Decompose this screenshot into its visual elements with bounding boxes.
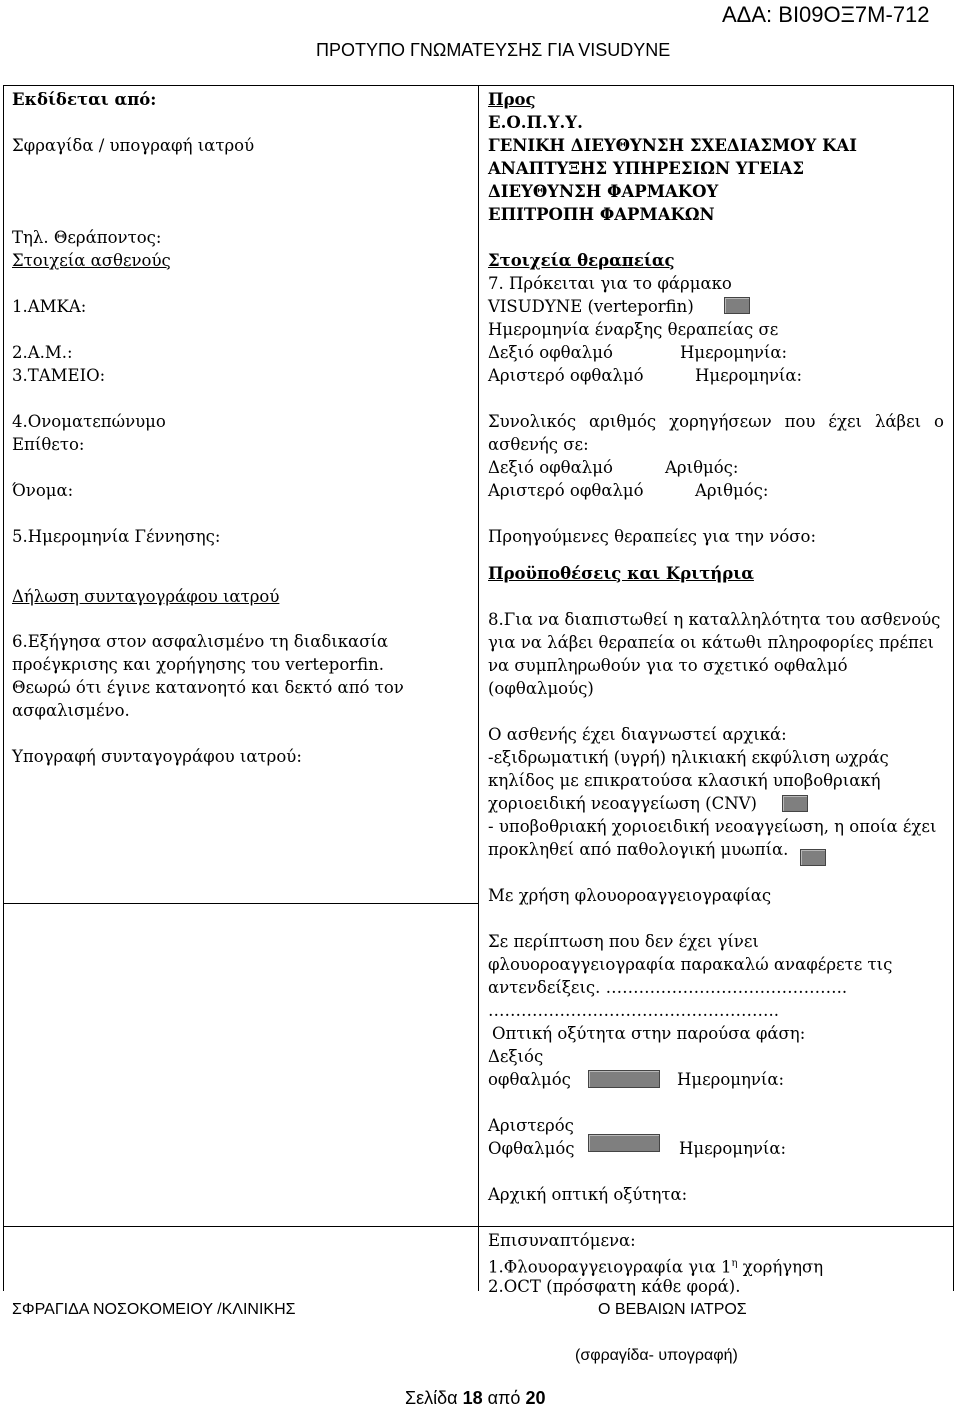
- total-pages: 20: [525, 1388, 546, 1408]
- ada-code: ΑΔΑ: ΒΙ09ΟΞ7Μ-712: [722, 2, 930, 27]
- left-eye-acuity-date-label: Ημερομηνία:: [679, 1139, 787, 1158]
- no-angiography-line: φλουοροαγγειογραφία παρακαλώ αναφέρετε τις: [488, 955, 893, 974]
- right-eye-word: οφθαλμός: [488, 1070, 571, 1089]
- treatment-section-heading: Στοιχεία θεραπείας: [488, 251, 675, 270]
- amka-label: 1.ΑΜΚΑ:: [12, 297, 87, 316]
- cnv-checkbox[interactable]: [782, 795, 808, 812]
- criteria-line: να συμπληρωθούν για το σχετικό οφθαλμό: [488, 656, 848, 675]
- right-eye-word: Δεξιός: [488, 1047, 544, 1066]
- current-page: 18: [462, 1388, 483, 1408]
- attachment-text: χορήγηση: [737, 1257, 824, 1277]
- no-angiography-line: Σε περίπτωση που δεν έχει γίνει: [488, 932, 759, 951]
- footer-prefix: Σελίδα: [405, 1388, 463, 1408]
- left-cell-divider: [3, 903, 479, 904]
- stamp-signature-label: Σφραγίδα / υπογραφή ιατρού: [12, 136, 255, 155]
- right-eye-label: Δεξιό οφθαλμό: [488, 343, 613, 362]
- visual-acuity-label: Οπτική οξύτητα στην παρούσα φάση:: [492, 1024, 806, 1043]
- recipient-line: ΔΙΕΥΘΥΝΣΗ ΦΑΡΜΑΚΟΥ: [488, 182, 719, 201]
- left-eye-label: Αριστερό οφθαλμό: [488, 481, 644, 500]
- firstname-label: Όνομα:: [12, 481, 74, 500]
- recipient-line: ΑΝΑΠΤΥΞΗΣ ΥΠΗΡΕΣΙΩΝ ΥΓΕΙΑΣ: [488, 159, 805, 178]
- no-angiography-line: αντενδείξεις. ……………………………………..: [488, 978, 848, 997]
- left-eye-number-label: Αριθμός:: [695, 481, 769, 500]
- drug-line: 7. Πρόκειται για το φάρμακο: [488, 274, 732, 293]
- footer-middle: από: [482, 1388, 526, 1408]
- am-label: 2.Α.Μ.:: [12, 343, 73, 362]
- attachment-item: 2.OCT (πρόσφατη κάθε φορά).: [488, 1277, 741, 1296]
- drug-name: VISUDYNE (verteporfin): [488, 297, 694, 316]
- declaration-line: προέγκρισης και χορήγησης του verteporfin.: [12, 655, 385, 674]
- right-eye-acuity-date-label: Ημερομηνία:: [677, 1070, 785, 1089]
- surname-label: Επίθετο:: [12, 435, 85, 454]
- criteria-line: για να λάβει θεραπεία οι κάτωθι πληροφορίες πρέπει: [488, 633, 934, 652]
- doctor-phone-label: Τηλ. Θεράποντος:: [12, 228, 162, 247]
- right-eye-acuity-box[interactable]: [588, 1070, 660, 1088]
- left-eye-word: Οφθαλμός: [488, 1139, 575, 1158]
- attached-label: Επισυναπτόμενα:: [488, 1231, 636, 1250]
- certifying-doctor-label: Ο ΒΕΒΑΙΩΝ ΙΑΤΡΟΣ: [598, 1301, 747, 1318]
- drug-checkbox[interactable]: [724, 297, 750, 314]
- declaration-line: 6.Εξήγησα στον ασφαλισμένο τη διαδικασία: [12, 632, 389, 651]
- page-footer: [405, 1388, 545, 1409]
- recipient-line: ΕΠΙΤΡΟΠΗ ΦΑΡΜΑΚΩΝ: [488, 205, 715, 224]
- issued-by-label: Εκδίδεται από:: [12, 90, 157, 109]
- birthdate-label: 5.Ημερομηνία Γέννησης:: [12, 527, 221, 546]
- previous-treatments-label: Προηγούμενες θεραπείες για την νόσο:: [488, 527, 817, 546]
- diagnosis-line: χοριοειδική νεοαγγείωση (CNV): [488, 794, 757, 813]
- diagnosis-line: κηλίδος με επικρατούσα κλασική υποβοθριακή: [488, 771, 881, 790]
- table-left-border: [3, 85, 4, 1291]
- right-eye-label: Δεξιό οφθαλμό: [488, 458, 613, 477]
- stamp-signature-note: (σφραγίδα- υπογραφή): [575, 1347, 738, 1364]
- attachment-text: 1.Φλουοραγγειογραφία για 1: [488, 1257, 732, 1277]
- diagnosed-label: Ο ασθενής έχει διαγνωστεί αρχικά:: [488, 725, 787, 744]
- superscript: η: [731, 1258, 738, 1269]
- recipient-line: ΓΕΝΙΚΗ ΔΙΕΥΘΥΝΣΗ ΣΧΕΔΙΑΣΜΟΥ ΚΑΙ: [488, 136, 857, 155]
- table-middle-divider: [478, 85, 479, 1291]
- diagnosis-line: προκληθεί από παθολογική μυωπία.: [488, 840, 789, 859]
- fund-label: 3.ΤΑΜΕΙΟ:: [12, 366, 106, 385]
- left-eye-label: Αριστερό οφθαλμό: [488, 366, 644, 385]
- fullname-label: 4.Ονοματεπώνυμο: [12, 412, 166, 431]
- right-eye-date-label: Ημερομηνία:: [680, 343, 788, 362]
- initial-acuity-label: Αρχική οπτική οξύτητα:: [488, 1185, 688, 1204]
- left-eye-date-label: Ημερομηνία:: [695, 366, 803, 385]
- total-administrations-line: ασθενής σε:: [488, 435, 589, 454]
- total-administrations-line: Συνολικός αριθμός χορηγήσεων που έχει λάβει ο: [488, 412, 944, 431]
- recipient-line: Ε.Ο.Π.Υ.Υ.: [488, 113, 583, 132]
- declaration-heading: Δήλωση συνταγογράφου ιατρού: [12, 587, 280, 606]
- left-eye-acuity-box[interactable]: [588, 1134, 660, 1152]
- angiography-label: Με χρήση φλουοροαγγειογραφίας: [488, 886, 772, 905]
- to-heading: Προς: [488, 90, 536, 109]
- criteria-line: (οφθαλμούς): [488, 679, 594, 698]
- prescriber-signature-label: Υπογραφή συνταγογράφου ιατρού:: [12, 747, 302, 766]
- hospital-stamp-label: ΣΦΡΑΓΙΔΑ ΝΟΣΟΚΟΜΕΙΟΥ /ΚΛΙΝΙΚΗΣ: [12, 1301, 296, 1318]
- table-right-border: [953, 85, 954, 1291]
- declaration-line: Θεωρώ ότι έγινε κατανοητό και δεκτό από τον: [12, 678, 404, 697]
- diagnosis-line: -εξιδρωματική (υγρή) ηλικιακή εκφύλιση ωχράς: [488, 748, 889, 767]
- lower-row-divider: [3, 1226, 954, 1227]
- diagnosis-line: - υποβοθριακή χοριοειδική νεοαγγείωση, η οποία έχει: [488, 817, 937, 836]
- criteria-section-heading: Προϋποθέσεις και Κριτήρια: [488, 564, 754, 583]
- declaration-line: ασφαλισμένο.: [12, 701, 130, 720]
- left-eye-word: Αριστερός: [488, 1116, 574, 1135]
- criteria-line: 8.Για να διαπιστωθεί η καταλληλότητα του ασθενούς: [488, 610, 941, 629]
- no-angiography-line: ……………………………………………..: [488, 1001, 779, 1020]
- patient-section-heading: Στοιχεία ασθενούς: [12, 251, 171, 270]
- right-eye-number-label: Αριθμός:: [665, 458, 739, 477]
- start-date-label: Ημερομηνία έναρξης θεραπείας σε: [488, 320, 779, 339]
- myopia-checkbox[interactable]: [800, 849, 826, 866]
- document-title: ΠΡΟΤΥΠΟ ΓΝΩΜΑΤΕΥΣΗΣ ΓΙΑ VISUDYNE: [316, 40, 671, 60]
